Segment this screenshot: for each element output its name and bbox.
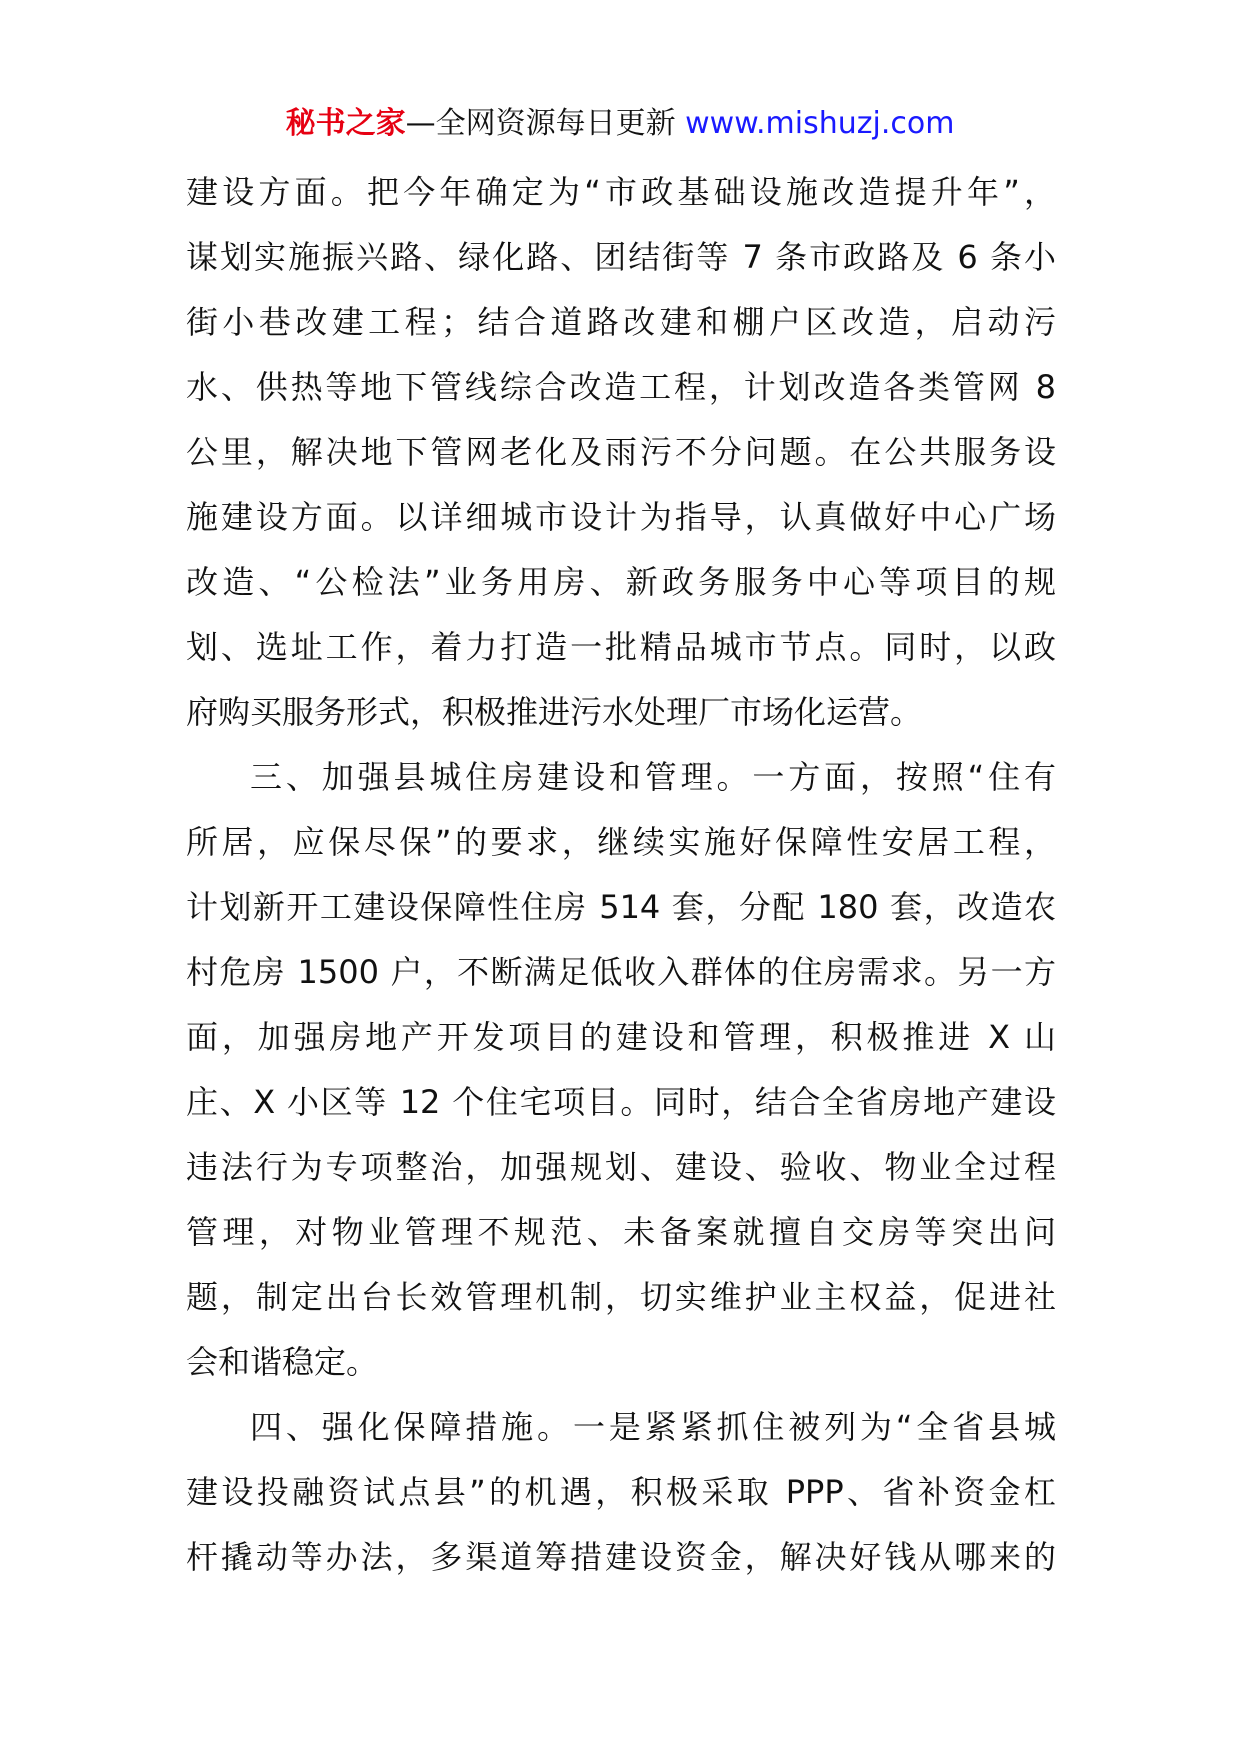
site-header <box>0 104 1240 144</box>
section-heading-line: 三、加强县城住房建设和管理。一方面，按照“住有 <box>250 758 1056 796</box>
text-line: 管理，对物业管理不规范、未备案就擅自交房等突出问 <box>186 1213 1056 1251</box>
text-line: 建设投融资试点县”的机遇，积极采取 PPP、省补资金杠 <box>186 1473 1056 1511</box>
text-line: 所居，应保尽保”的要求，继续实施好保障性安居工程， <box>186 823 1056 861</box>
text-line: 谋划实施振兴路、绿化路、团结街等 7 条市政路及 6 条小 <box>186 238 1056 276</box>
text-line: 庄、X 小区等 12 个住宅项目。同时，结合全省房地产建设 <box>186 1083 1056 1121</box>
text-line: 水、供热等地下管线综合改造工程，计划改造各类管网 8 <box>186 368 1056 406</box>
text-line: 面，加强房地产开发项目的建设和管理，积极推进 X 山 <box>186 1018 1056 1056</box>
text-line: 建设方面。把今年确定为“市政基础设施改造提升年”， <box>186 173 1056 211</box>
text-line: 街小巷改建工程；结合道路改建和棚户区改造，启动污 <box>186 303 1056 341</box>
brand-name: 秘书之家 <box>285 106 406 141</box>
text-line: 会和谐稳定。 <box>186 1343 379 1381</box>
text-line: 杆撬动等办法，多渠道筹措建设资金，解决好钱从哪来的 <box>186 1538 1056 1576</box>
document-body <box>186 160 1056 1590</box>
text-line: 村危房 1500 户，不断满足低收入群体的住房需求。另一方 <box>186 953 1056 991</box>
text-line: 题，制定出台长效管理机制，切实维护业主权益，促进社 <box>186 1278 1056 1316</box>
text-line: 改造、“公检法”业务用房、新政务服务中心等项目的规 <box>186 563 1056 601</box>
section-heading-line: 四、强化保障措施。一是紧紧抓住被列为“全省县城 <box>250 1408 1056 1446</box>
text-line: 违法行为专项整治，加强规划、建设、验收、物业全过程 <box>186 1148 1056 1186</box>
text-line: 划、选址工作，着力打造一批精品城市节点。同时，以政 <box>186 628 1056 666</box>
text-line: 公里，解决地下管网老化及雨污不分问题。在公共服务设 <box>186 433 1056 471</box>
site-url-link[interactable]: www.mishuzj.com <box>685 106 955 141</box>
text-line: 府购买服务形式，积极推进污水处理厂市场化运营。 <box>186 693 923 731</box>
text-line: 施建设方面。以详细城市设计为指导，认真做好中心广场 <box>186 498 1056 536</box>
text-line: 计划新开工建设保障性住房 514 套，分配 180 套，改造农 <box>186 888 1056 926</box>
site-tagline: —全网资源每日更新 <box>405 106 686 141</box>
